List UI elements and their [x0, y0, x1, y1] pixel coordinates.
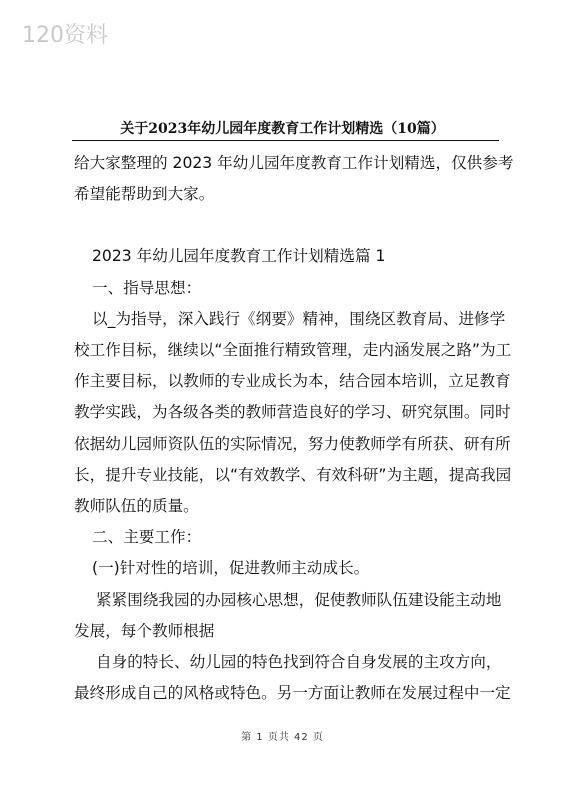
page-number: 第 1 页共 42 页	[241, 732, 324, 743]
paragraph-line: 校工作目标，继续以“全面推行精致管理，走内涵发展之路”为工	[74, 341, 512, 360]
paragraph-line: 教师队伍的质量。	[74, 497, 199, 516]
paragraph-line: 以_为指导，深入践行《纲要》精神，围绕区教育局、进修学	[92, 309, 506, 328]
paragraph-line: 教学实践，为各级各类的教师营造良好的学习、研究氛围。同时	[74, 403, 511, 422]
paragraph-line: 长，提升专业技能，以“有效教学、有效科研”为主题，提高我园	[74, 465, 512, 484]
intro-line-2: 希望能帮助到大家。	[74, 185, 215, 204]
paragraph-line: 自身的特长、幼儿园的特色找到符合自身发展的主攻方向，	[96, 653, 502, 672]
intro-line-1: 给大家整理的 2023 年幼儿园年度教育工作计划精选，仅供参考	[74, 154, 514, 172]
spacer	[74, 210, 504, 241]
title-divider	[72, 140, 499, 141]
paragraph-line: 依据幼儿园师资队伍的实际情况，努力使教师学有所获、研有所	[74, 434, 511, 453]
document-body	[74, 148, 514, 709]
heading-guiding-ideology: 一、指导思想：	[92, 278, 202, 297]
paragraph-line: 紧紧围绕我园的办园核心思想，促使教师队伍建设能主动地	[96, 590, 502, 609]
section-heading: 2023 年幼儿园年度教育工作计划精选篇 1	[92, 247, 386, 266]
paragraph-line: 发展，每个教师根据	[74, 621, 215, 640]
subheading-training: (一)针对性的培训，促进教师主动成长。	[92, 559, 370, 578]
heading-main-work: 二、主要工作：	[92, 528, 202, 547]
paragraph-line: 作主要目标，以教师的专业成长为本，结合园本培训，立足教育	[74, 372, 511, 391]
watermark: 120资料	[22, 23, 108, 48]
paragraph-line: 最终形成自己的风格或特色。另一方面让教师在发展过程中一定	[74, 684, 511, 703]
document-title: 关于2023年幼儿园年度教育工作计划精选（10篇）	[120, 121, 445, 137]
